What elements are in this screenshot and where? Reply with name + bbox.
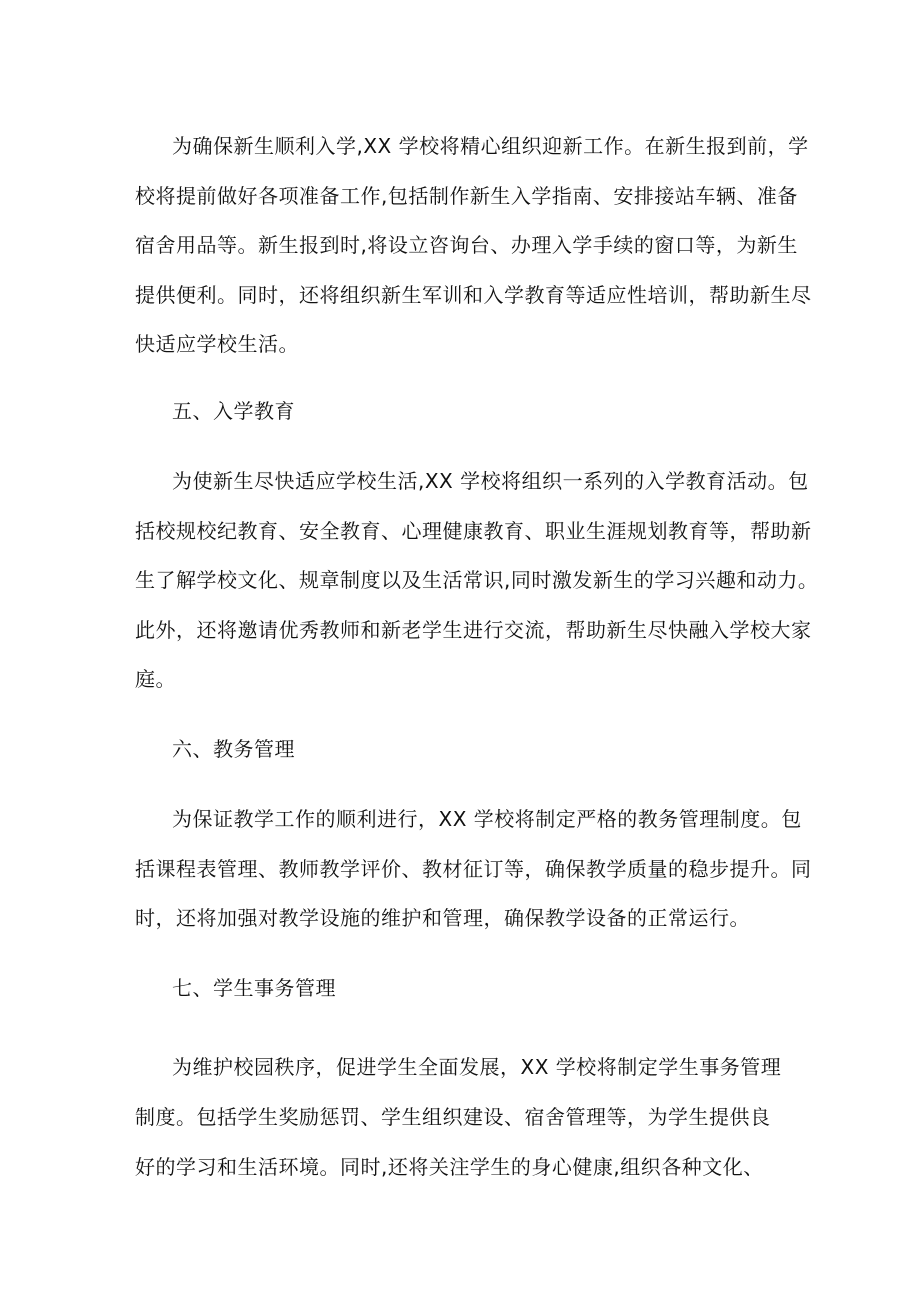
paragraph-1-line-1: 为确保新生顺利入学,XX 学校将精心组织迎新工作。在新生报到前，学 <box>172 134 809 158</box>
section-heading-5: 五、入学教育 <box>172 399 295 423</box>
paragraph-1-line-3: 宿舍用品等。新生报到时,将设立咨询台、办理入学手续的窗口等，为新生 <box>135 233 798 257</box>
section-heading-6: 六、教务管理 <box>172 737 295 761</box>
paragraph-4-line-1: 为维护校园秩序，促进学生全面发展，XX 学校将制定学生事务管理 <box>172 1055 782 1079</box>
paragraph-3-line-2: 括课程表管理、教师教学评价、教材征订等，确保教学质量的稳步提升。同 <box>135 857 812 881</box>
paragraph-3-line-3: 时，还将加强对教学设施的维护和管理，确保教学设备的正常运行。 <box>135 906 750 930</box>
paragraph-1-line-4: 提供便利。同时，还将组织新生军训和入学教育等适应性培训，帮助新生尽 <box>135 283 812 307</box>
paragraph-4-line-2: 制度。包括学生奖励惩罚、学生组织建设、宿舍管理等，为学生提供良 <box>135 1105 771 1129</box>
paragraph-2-line-4: 此外，还将邀请优秀教师和新老学生进行交流，帮助新生尽快融入学校大家 <box>135 618 812 642</box>
paragraph-3-line-1: 为保证教学工作的顺利进行，XX 学校将制定严格的教务管理制度。包 <box>172 807 802 831</box>
paragraph-2-line-2: 括校规校纪教育、安全教育、心理健康教育、职业生涯规划教育等，帮助新 <box>135 519 812 543</box>
paragraph-2-line-3: 生了解学校文化、规章制度以及生活常识,同时激发新生的学习兴趣和动力。 <box>135 568 819 592</box>
paragraph-1-line-5: 快适应学校生活。 <box>135 332 299 356</box>
paragraph-2-line-5: 庭。 <box>135 667 176 691</box>
paragraph-4-line-3: 好的学习和生活环境。同时,还将关注学生的身心健康,组织各种文化、 <box>135 1155 764 1179</box>
paragraph-1-line-2: 校将提前做好各项准备工作,包括制作新生入学指南、安排接站车辆、准备 <box>135 184 798 208</box>
paragraph-2-line-1: 为使新生尽快适应学校生活,XX 学校将组织一系列的入学教育活动。包 <box>172 469 809 493</box>
section-heading-7: 七、学生事务管理 <box>172 976 336 1000</box>
